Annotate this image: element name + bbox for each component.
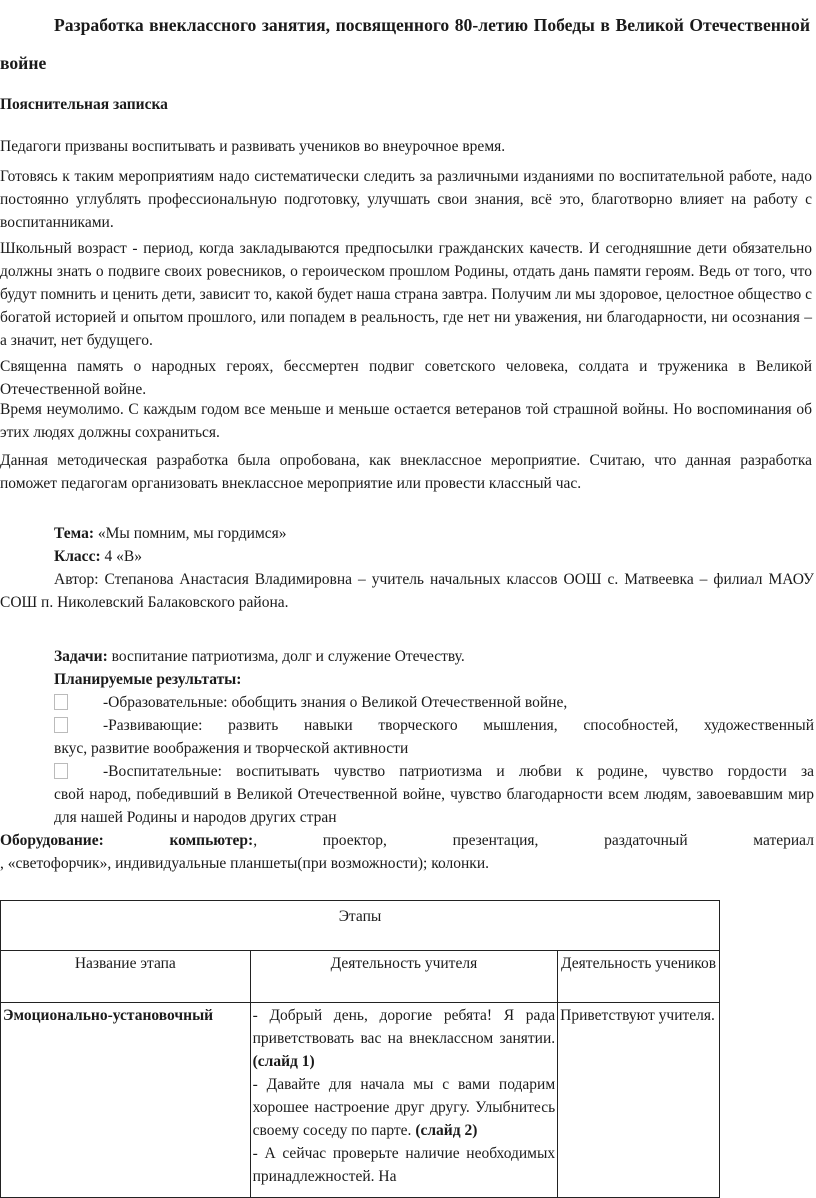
stages-header-text: Этапы (338, 908, 382, 925)
topic-label: Тема: (54, 525, 94, 542)
equipment-word: раздаточный (604, 832, 688, 849)
equipment-line-2: , «светофорчик», индивидуальные планшеты(при возможности); колонки. (0, 855, 490, 872)
result-item-text: -Воспитательные: воспитывать чувство патриотизма и любви к родине, чувство гордости за (103, 763, 814, 780)
equipment-computer: компьютер: (169, 832, 254, 849)
bullet-icon (54, 694, 68, 710)
equipment-line (0, 829, 814, 852)
teacher-activity-text: - Добрый день, дорогие ребята! Я рада приветствовать вас на внеклассном занятии. (252, 1007, 556, 1047)
col-header-stage: Название этапа (1, 951, 251, 1003)
class-label: Класс: (54, 548, 101, 565)
teacher-activity-item: - А сейчас проверьте наличие необходимых принадлежностей. На (252, 1145, 556, 1185)
result-item (0, 691, 814, 714)
result-item (0, 760, 814, 783)
tasks-line (0, 645, 814, 668)
stages-header (1, 901, 720, 951)
tasks-label: Задачи: (54, 648, 108, 665)
teacher-activity-cell (250, 1003, 558, 1198)
teacher-activity-text: - Давайте для начала мы с вами подарим хорошее настроение друг другу. Улыбнитесь своему соседу по парте. (252, 1076, 556, 1139)
equipment-word: , (253, 832, 258, 849)
paragraph: Священна память о народных героях, бессмертен подвиг советского человека, солдата и труженика в Великой Отечественной войне. (0, 358, 812, 398)
paragraph: Время неумолимо. С каждым годом все меньше и меньше остается ветеранов той страшной войны. Но воспоминания об этих людях должны сохраниться. (0, 401, 812, 441)
paragraph: Педагоги призваны воспитывать и развивать учеников во внеурочное время. (0, 138, 506, 155)
results-heading: Планируемые результаты: (54, 671, 242, 688)
paragraph: Готовясь к таким мероприятиям надо систематически следить за различными изданиями по воспитательной работе, надо постоянно углублять профессиональную подготовку, улучшать свои знания, всё это, благотворно влияет на работу с воспитанниками. (0, 168, 812, 231)
bullet-icon (54, 717, 68, 733)
result-item-text: -Развивающие: развить навыки творческого мышления, способностей, художественный (103, 717, 814, 734)
students-activity-cell: Приветствуют учителя. (558, 1003, 720, 1198)
col-header-teacher: Деятельность учителя (250, 951, 558, 1003)
explanatory-note-heading: Пояснительная записка (0, 96, 168, 113)
stage-name-cell: Эмоционально-установочный (1, 1003, 251, 1198)
equipment-label: Оборудование: (0, 832, 104, 849)
topic-line (0, 522, 814, 545)
stages-table (0, 900, 720, 1198)
author-line: Автор: Степанова Анастасия Владимировна – учитель начальных классов ООШ с. Матвеевка – филиал МАОУ СОШ п. Николевский Балаковского района. (0, 571, 814, 611)
bullet-icon (54, 763, 68, 779)
slide-reference: (слайд 1) (252, 1053, 315, 1070)
result-item-continuation: вкус, развитие воображения и творческой активности (54, 740, 409, 757)
tasks-value: воспитание патриотизма, долг и служение Отечеству. (107, 648, 465, 665)
equipment-word: презентация, (452, 832, 539, 849)
col-header-students: Деятельность учеников (558, 951, 720, 1003)
tasks-section (0, 645, 814, 875)
topic-value: «Мы помним, мы гордимся» (94, 525, 287, 542)
class-line (0, 545, 814, 568)
document-title: Разработка внеклассного занятия, посвященного 80-летию Победы в Великой Отечественной войне (0, 15, 810, 73)
result-item (0, 714, 814, 737)
class-value: 4 «В» (100, 548, 142, 565)
teacher-activity-item (253, 1073, 556, 1142)
lesson-info (0, 522, 814, 614)
result-item-text: -Образовательные: обобщить знания о Великой Отечественной войне, (103, 694, 568, 711)
slide-reference: (слайд 2) (411, 1122, 478, 1139)
paragraph: Данная методическая разработка была опробована, как внеклассное мероприятие. Считаю, что данная разработка поможет педагогам организовать внеклассное мероприятие или провести классный час. (0, 452, 812, 492)
equipment-word: материал (753, 832, 814, 849)
result-item-continuation: свой народ, победивший в Великой Отечественной войне, чувство благодарности всем людям, завоевавшим мир для нашей Родины и народов других стран (54, 786, 814, 826)
equipment-word: проектор, (322, 832, 387, 849)
teacher-activity-item (253, 1004, 556, 1073)
paragraph: Школьный возраст - период, когда закладываются предпосылки гражданских качеств. И сегодняшние дети обязательно должны знать о подвиге своих ровесников, о героическом прошлом Родины, отдать дань памяти героям. Ведь от того, что будут помнить и ценить дети, зависит то, какой будет наша страна завтра. Получим ли мы здоровое, целостное общество с богатой историей и опытом прошлого, или попадем в реальность, где нет ни уважения, ни благодарности, ни осознания – а значит, нет будущего. (0, 240, 812, 349)
